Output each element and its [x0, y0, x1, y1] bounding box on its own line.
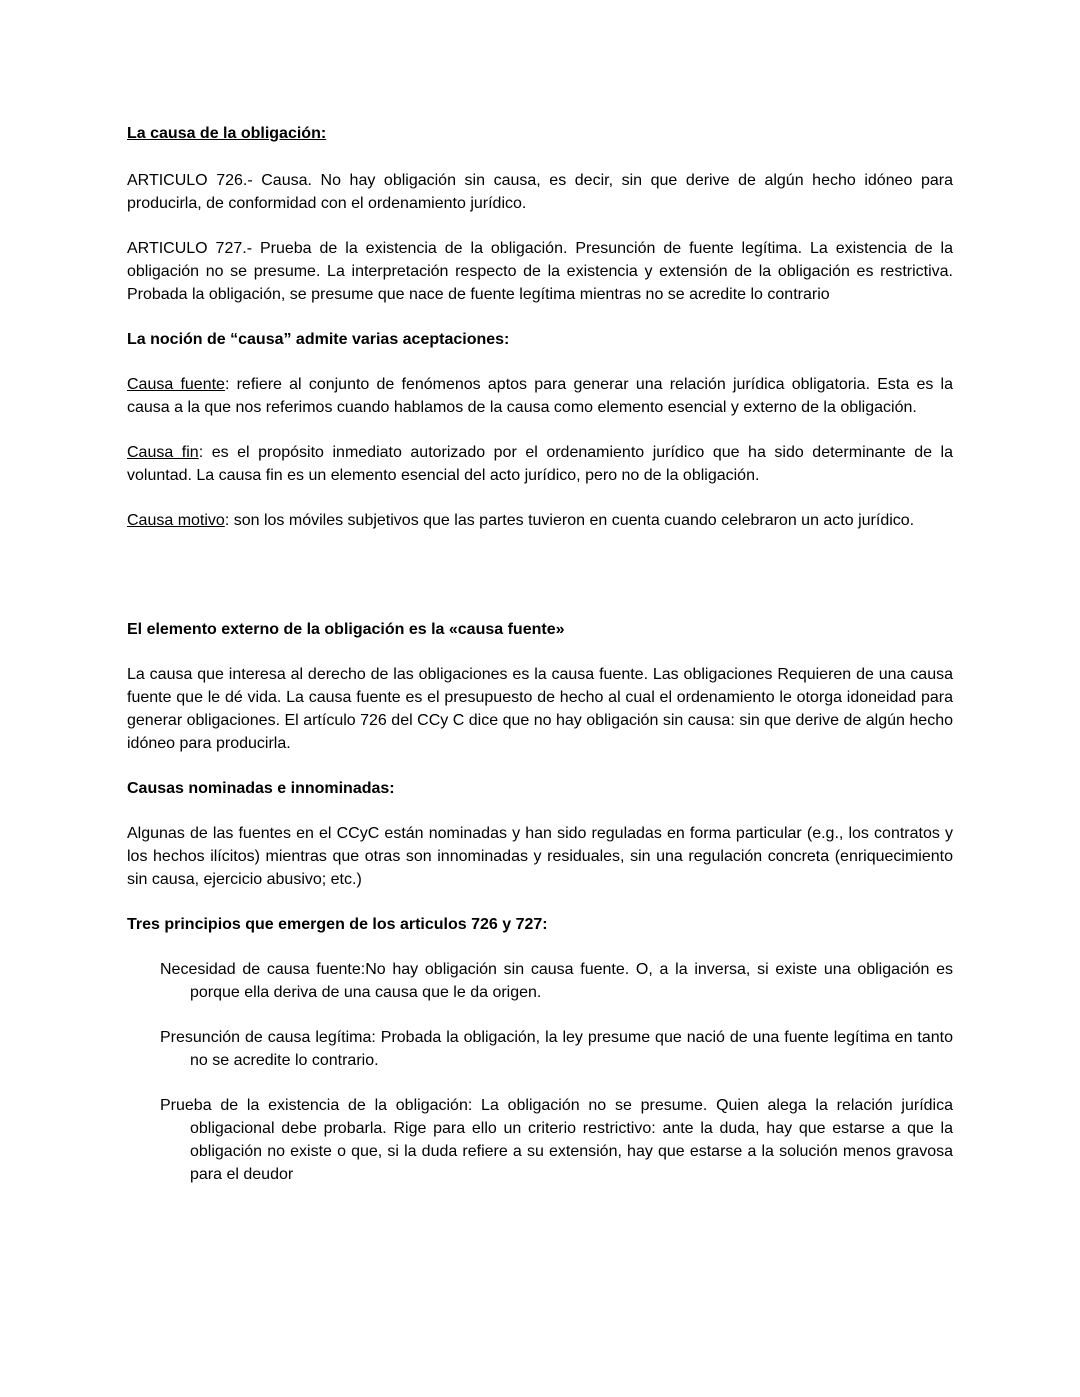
paragraph-causas-nominadas: Algunas de las fuentes en el CCyC están nominadas y han sido reguladas en forma particular (e.g., los contratos y los hechos ilícitos) mientras que otras son innominadas y residuales, sin una regulación concreta (enriquecimiento sin causa, ejercicio abusivo; etc.): [127, 825, 953, 888]
paragraph-articulo-726: ARTICULO 726.- Causa. No hay obligación sin causa, es decir, sin que derive de algún hecho idóneo para producirla, de conformidad con el ordenamiento jurídico.: [127, 172, 953, 212]
term-causa-fuente: Causa fuente: [127, 376, 225, 393]
paragraph-causa-motivo: [127, 509, 953, 532]
heading-tres-principios: Tres principios que emergen de los articulos 726 y 727:: [127, 916, 548, 933]
heading-elemento-externo: El elemento externo de la obligación es la «causa fuente»: [127, 621, 565, 638]
paragraph-causa-fin: [127, 441, 953, 487]
text-causa-motivo: : son los móviles subjetivos que las partes tuvieron en cuenta cuando celebraron un acto jurídico.: [224, 512, 915, 529]
heading-causas-nominadas: Causas nominadas e innominadas:: [127, 780, 395, 797]
paragraph-articulo-727: ARTICULO 727.- Prueba de la existencia de la obligación. Presunción de fuente legítima. La existencia de la obligación no se presume. La interpretación respecto de la existencia y extensión de la obligación es restrictiva. Probada la obligación, se presume que nace de fuente legítima mientras no se acredite lo contrario: [127, 240, 953, 303]
page-title: La causa de la obligación:: [127, 125, 327, 142]
term-causa-fin: Causa fin: [127, 444, 199, 461]
text-causa-fin: : es el propósito inmediato autorizado por el ordenamiento jurídico que ha sido determinante de la voluntad. La causa fin es un elemento esencial del acto jurídico, pero no de la obligación.: [127, 444, 954, 484]
heading-nocion-causa: La noción de “causa” admite varias aceptaciones:: [127, 331, 510, 348]
term-causa-motivo: Causa motivo: [127, 512, 225, 529]
list-item-prueba-existencia-obligacion: Prueba de la existencia de la obligación: La obligación no se presume. Quien alega la relación jurídica obligacional debe probarla. Rige para ello un criterio restrictivo: ante la duda, hay que estarse a que la obligación no existe o que, si la duda refiere a su extensión, hay que estarse a la solución menos gravosa para el deudor: [160, 1097, 953, 1183]
list-item-presuncion-causa-legitima: Presunción de causa legítima: Probada la obligación, la ley presume que nació de una fuente legítima en tanto no se acredite lo contrario.: [160, 1029, 953, 1069]
list-item-necesidad-causa-fuente: Necesidad de causa fuente:No hay obligación sin causa fuente. O, a la inversa, si existe una obligación es porque ella deriva de una causa que le da origen.: [160, 961, 953, 1001]
paragraph-elemento-externo: La causa que interesa al derecho de las obligaciones es la causa fuente. Las obligaciones Requieren de una causa fuente que le dé vida. La causa fuente es el presupuesto de hecho al cual el ordenamiento le otorga idoneidad para generar obligaciones. El artículo 726 del CCy C dice que no hay obligación sin causa: sin que derive de algún hecho idóneo para producirla.: [127, 666, 953, 752]
text-causa-fuente: : refiere al conjunto de fenómenos aptos para generar una relación jurídica obligatoria. Esta es la causa a la que nos referimos cuando hablamos de la causa como elemento esencial y externo de la obligación.: [127, 376, 954, 416]
paragraph-causa-fuente: [127, 373, 953, 419]
